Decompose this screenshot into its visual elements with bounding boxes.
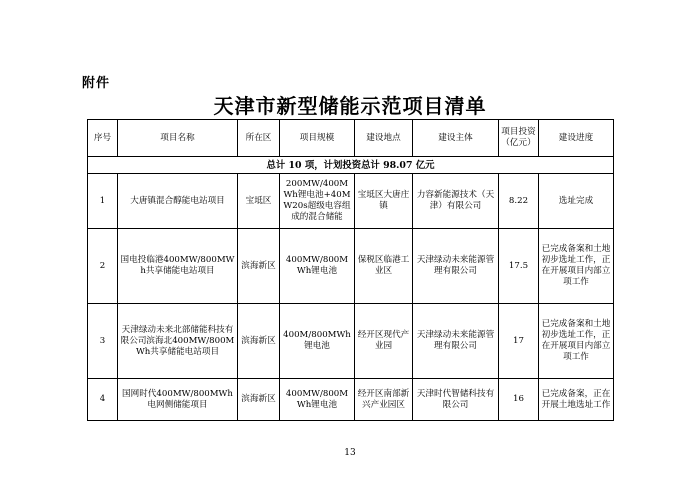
table-row (88, 229, 614, 304)
cell-location: 经开区现代产业园 (355, 304, 413, 379)
header-progress: 建设进度 (539, 120, 614, 157)
cell-district: 宝坻区 (238, 174, 280, 229)
cell-name: 国电投临港400MW/800MWh共享储能电站项目 (118, 229, 238, 304)
cell-no: 3 (88, 304, 118, 379)
total-row (88, 157, 614, 174)
header-location: 建设地点 (355, 120, 413, 157)
cell-district: 滨海新区 (238, 304, 280, 379)
header-name: 项目名称 (118, 120, 238, 157)
cell-scale: 400MW/800MWh锂电池 (280, 229, 355, 304)
total-summary: 总计 10 项，计划投资总计 98.07 亿元 (88, 157, 614, 174)
project-table (87, 119, 614, 421)
cell-district: 滨海新区 (238, 379, 280, 421)
table-row (88, 379, 614, 421)
cell-progress: 选址完成 (539, 174, 614, 229)
cell-name: 天津绿动未来北部储能科技有限公司滨海北400MW/800MWh共享储能电站项目 (118, 304, 238, 379)
cell-investment: 17 (499, 304, 539, 379)
cell-location: 宝坻区大唐庄镇 (355, 174, 413, 229)
cell-no: 1 (88, 174, 118, 229)
table-row (88, 174, 614, 229)
header-row (88, 120, 614, 157)
cell-owner: 天津绿动未来能源管理有限公司 (413, 229, 499, 304)
cell-name: 大唐镇混合醇能电站项目 (118, 174, 238, 229)
cell-owner: 天津时代智储科技有限公司 (413, 379, 499, 421)
page-number: 13 (344, 448, 356, 458)
cell-location: 保税区临港工业区 (355, 229, 413, 304)
attachment-label: 附件 (82, 76, 111, 91)
cell-name: 国网时代400MW/800MWh电网侧储能项目 (118, 379, 238, 421)
cell-investment: 16 (499, 379, 539, 421)
cell-investment: 17.5 (499, 229, 539, 304)
header-district: 所在区 (238, 120, 280, 157)
cell-location: 经开区南部新兴产业园区 (355, 379, 413, 421)
header-owner: 建设主体 (413, 120, 499, 157)
cell-no: 2 (88, 229, 118, 304)
cell-investment: 8.22 (499, 174, 539, 229)
document-title: 天津市新型储能示范项目清单 (213, 94, 487, 118)
table-row (88, 304, 614, 379)
header-scale: 项目规模 (280, 120, 355, 157)
cell-progress: 已完成备案和土地初步选址工作，正在开展项目内部立项工作 (539, 304, 614, 379)
cell-no: 4 (88, 379, 118, 421)
cell-district: 滨海新区 (238, 229, 280, 304)
cell-progress: 已完成备案，正在开展土地选址工作 (539, 379, 614, 421)
cell-scale: 200MW/400MWh锂电池+40MW20s超级电容组成的混合储能 (280, 174, 355, 229)
header-investment: 项目投资（亿元） (499, 120, 539, 157)
cell-owner: 天津绿动未来能源管理有限公司 (413, 304, 499, 379)
cell-scale: 400MW/800MWh锂电池 (280, 379, 355, 421)
cell-owner: 力容新能源技术（天津）有限公司 (413, 174, 499, 229)
header-no: 序号 (88, 120, 118, 157)
cell-progress: 已完成备案和土地初步选址工作，正在开展项目内部立项工作 (539, 229, 614, 304)
cell-scale: 400M/800MWh锂电池 (280, 304, 355, 379)
